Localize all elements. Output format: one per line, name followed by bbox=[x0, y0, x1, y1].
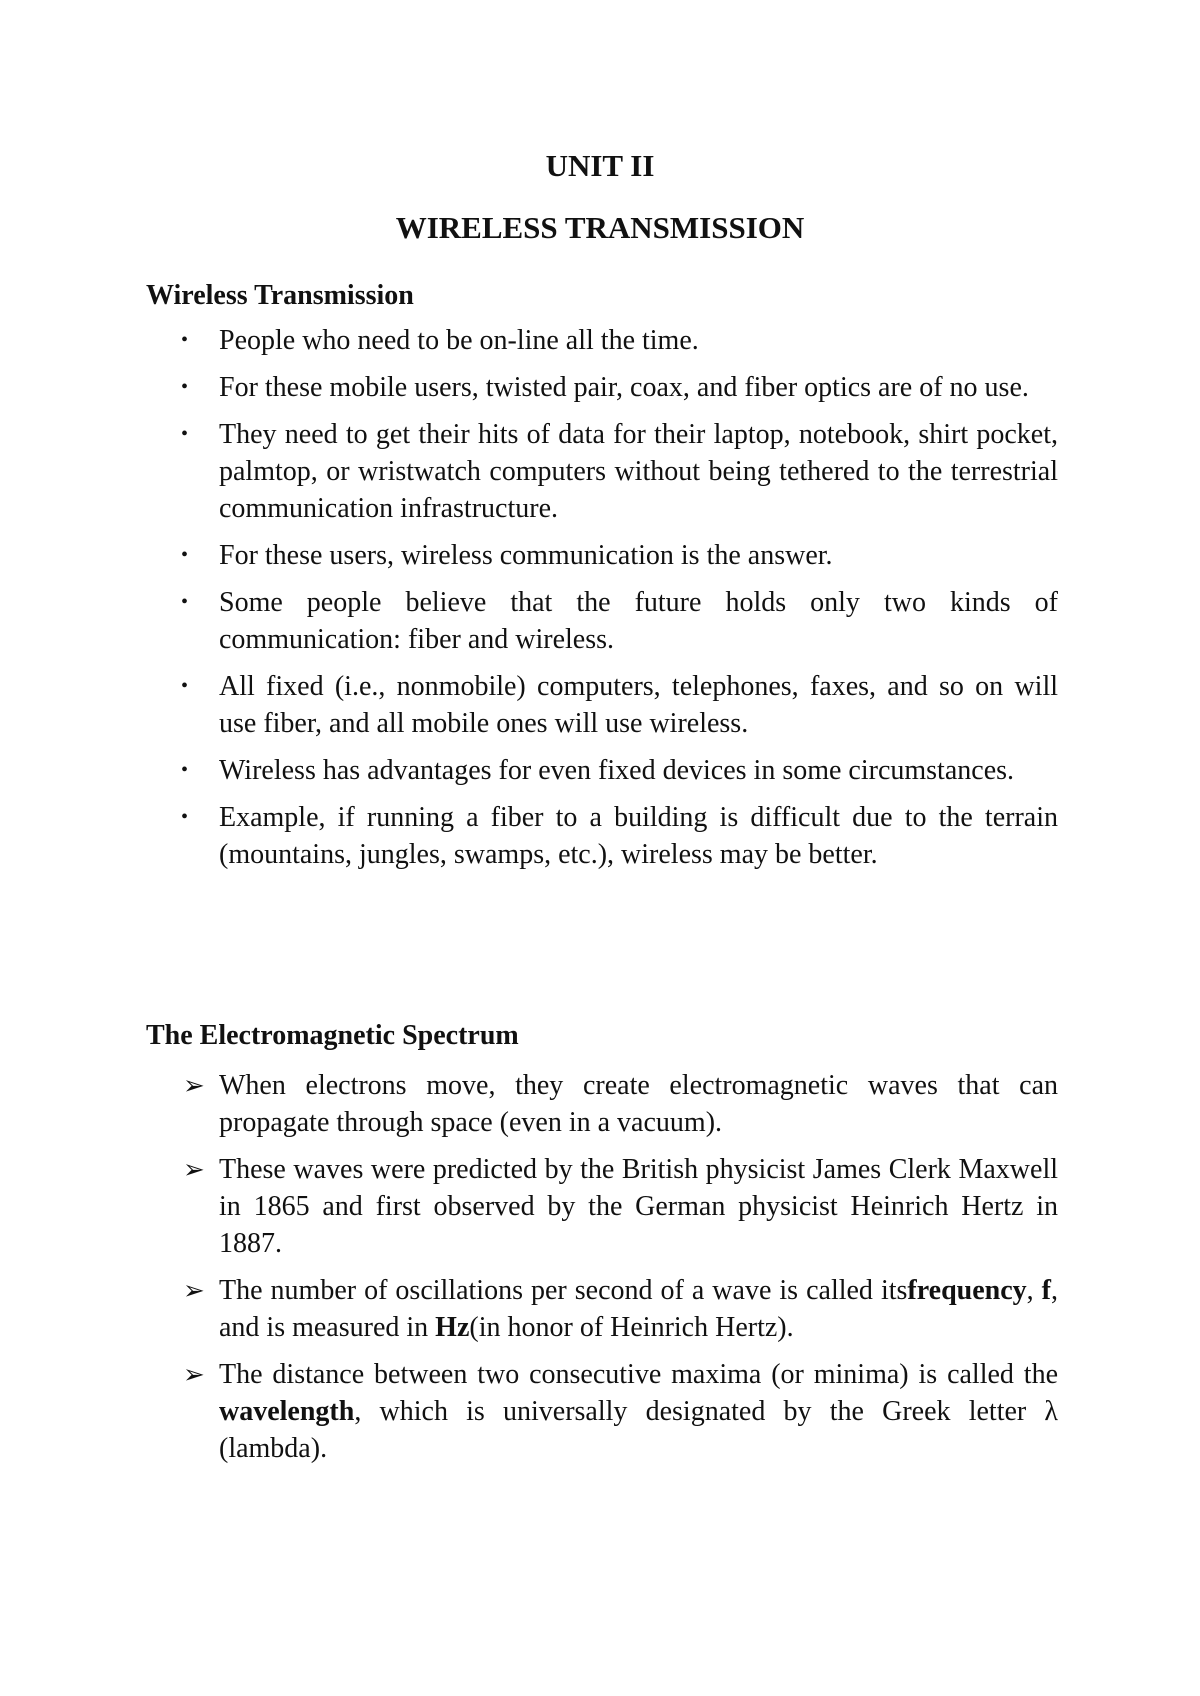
list-item-text: Example, if running a fiber to a building is difficult due to the terrain (mountains, jungles, swamps, etc.), wireless may be better. bbox=[219, 802, 1058, 870]
spectrum-bullet-list bbox=[146, 1067, 1058, 1477]
list-item-text: These waves were predicted by the British physicist James Clerk Maxwell in 1865 and first observed by the German physicist Heinrich Hertz in 1887. bbox=[219, 1154, 1058, 1259]
list-item bbox=[146, 1272, 1058, 1346]
frequency-text-part: The number of oscillations per second of a wave is called its bbox=[219, 1275, 908, 1306]
bullet-dot-icon: • bbox=[181, 544, 189, 566]
document-title: WIRELESS TRANSMISSION bbox=[395, 210, 805, 245]
bullet-dot-icon: • bbox=[181, 423, 189, 445]
list-item-text bbox=[219, 1275, 1058, 1343]
list-item bbox=[146, 752, 1058, 789]
bullet-dot-icon: • bbox=[181, 675, 189, 697]
arrowhead-bullet-icon: ➢ bbox=[183, 1071, 205, 1100]
arrowhead-bullet-icon: ➢ bbox=[183, 1155, 205, 1184]
list-item bbox=[146, 668, 1058, 742]
bullet-dot-icon: • bbox=[181, 329, 189, 351]
frequency-text-part: (in honor of Heinrich Hertz). bbox=[469, 1312, 794, 1343]
wavelength-term: wavelength bbox=[219, 1396, 355, 1427]
bullet-dot-icon: • bbox=[181, 759, 189, 781]
list-item-text: When electrons move, they create electromagnetic waves that can propagate through space (even in a vacuum). bbox=[219, 1070, 1058, 1138]
list-item-text bbox=[219, 1359, 1058, 1464]
wavelength-text-part: , which is universally designated by the Greek letter λ (lambda). bbox=[219, 1396, 1058, 1464]
wavelength-text-part: The distance between two consecutive maxima (or minima) is called the bbox=[219, 1359, 1058, 1390]
wireless-bullet-list bbox=[146, 322, 1058, 883]
list-item bbox=[146, 1151, 1058, 1262]
arrowhead-bullet-icon: ➢ bbox=[183, 1360, 205, 1389]
bullet-dot-icon: • bbox=[181, 591, 189, 613]
frequency-symbol: f bbox=[1041, 1275, 1051, 1306]
frequency-term: frequency bbox=[907, 1275, 1027, 1306]
list-item-text: People who need to be on-line all the time. bbox=[219, 325, 699, 356]
list-item-text: For these users, wireless communication is the answer. bbox=[219, 540, 833, 571]
section-heading-electromagnetic-spectrum: The Electromagnetic Spectrum bbox=[146, 1020, 519, 1051]
list-item bbox=[146, 1067, 1058, 1141]
list-item bbox=[146, 369, 1058, 406]
list-item bbox=[146, 1356, 1058, 1467]
frequency-text-part: , and is measured in bbox=[219, 1275, 1058, 1343]
list-item bbox=[146, 584, 1058, 658]
list-item-text: For these mobile users, twisted pair, coax, and fiber optics are of no use. bbox=[219, 372, 1029, 403]
unit-title: UNIT II bbox=[545, 148, 655, 183]
list-item-text: All fixed (i.e., nonmobile) computers, telephones, faxes, and so on will use fiber, and all mobile ones will use wireless. bbox=[219, 671, 1058, 739]
list-item-text: Some people believe that the future holds only two kinds of communication: fiber and wireless. bbox=[219, 587, 1058, 655]
frequency-text-part: , bbox=[1026, 1275, 1042, 1306]
list-item-text: They need to get their hits of data for their laptop, notebook, shirt pocket, palmtop, or wristwatch computers without being tethered to the terrestrial communication infrastructure. bbox=[219, 419, 1058, 524]
list-item bbox=[146, 322, 1058, 359]
list-item bbox=[146, 537, 1058, 574]
bullet-dot-icon: • bbox=[181, 806, 189, 828]
list-item bbox=[146, 799, 1058, 873]
section-heading-wireless-transmission: Wireless Transmission bbox=[146, 280, 414, 311]
list-item-text: Wireless has advantages for even fixed devices in some circumstances. bbox=[219, 755, 1015, 786]
bullet-dot-icon: • bbox=[181, 376, 189, 398]
list-item bbox=[146, 416, 1058, 527]
arrowhead-bullet-icon: ➢ bbox=[183, 1276, 205, 1305]
hertz-unit: Hz bbox=[435, 1312, 470, 1343]
